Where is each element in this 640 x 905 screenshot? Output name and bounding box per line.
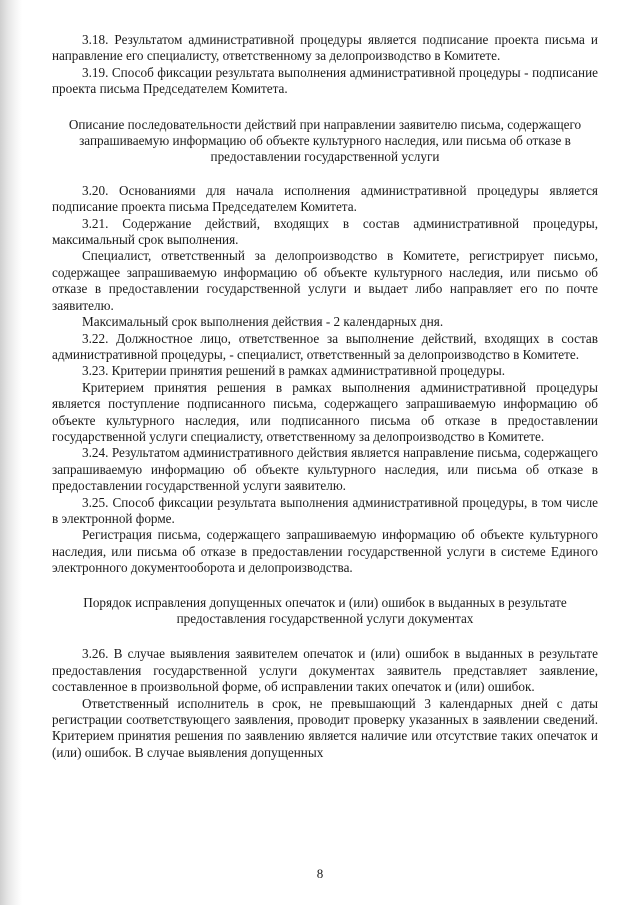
paragraph-3-24: 3.24. Результатом административного действия является направление письма, содержащего запрашиваемую информацию об объекте культурного наследия, или письма об отказе в предоставлении государственной услуги заявителю. [52, 445, 598, 494]
paragraph-3-21: 3.21. Содержание действий, входящих в состав административной процедуры, максимальный срок выполнения. [52, 215, 598, 248]
paragraph-responsible-executor: Ответственный исполнитель в срок, не превышающий 3 календарных дней с даты регистрации соответствующего заявления, проводит проверку указанных в заявлении сведений. Критерием принятия решения по заявлению является наличие или отсутствие таких опечаток и (или) ошибок. В случае выявления допущенных [52, 695, 598, 760]
paragraph-3-20: 3.20. Основаниями для начала исполнения административной процедуры является подписание проекта письма Председателем Комитета. [52, 182, 598, 215]
paragraph-decision-criterion: Критерием принятия решения в рамках выполнения административной процедуры является поступление подписанного письма, содержащего запрашиваемую информацию об объекте культурного наследия, или подписанного письма об отказе в предоставлении государственной услуги специалисту, ответственному за делопроизводство в Комитете. [52, 379, 598, 444]
paragraph-registration: Регистрация письма, содержащего запрашиваемую информацию об объекте культурного наследия, или письма об отказе в предоставлении государственной услуги в системе Единого электронного документооборота и делопроизводства. [52, 527, 598, 576]
paragraph-specialist-registers: Специалист, ответственный за делопроизводство в Комитете, регистрирует письмо, содержащее запрашиваемую информацию об объекте культурного наследия, или письмо об отказе в предоставлении государственной услуги и выдает либо направляет его по почте заявителю. [52, 248, 598, 313]
paragraph-3-19: 3.19. Способ фиксации результата выполнения административной процедуры - подписание проекта письма Председателем Комитета. [52, 64, 598, 97]
section-heading-error-correction: Порядок исправления допущенных опечаток и (или) ошибок в выданных в результате предоставления государственной услуги документах [83, 594, 567, 626]
document-page [52, 32, 598, 761]
paragraph-3-18: 3.18. Результатом административной процедуры является подписание проекта письма и направление его специалисту, ответственному за делопроизводство в Комитете. [52, 32, 598, 64]
scan-edge-shadow [0, 0, 22, 905]
paragraph-max-duration: Максимальный срок выполнения действия - 2 календарных дня. [82, 314, 444, 330]
paragraph-3-23: 3.23. Критерии принятия решений в рамках административной процедуры. [82, 363, 505, 379]
section-heading-letter-sending: Описание последовательности действий при направлении заявителю письма, содержащего запрашиваемую информацию об объекте культурного наследия, или письма об отказе в предоставлении государственной услуги [68, 116, 582, 165]
paragraph-3-25: 3.25. Способ фиксации результата выполнения административной процедуры, в том числе в электронной форме. [52, 494, 598, 526]
paragraph-3-26: 3.26. В случае выявления заявителем опечаток и (или) ошибок в выданных в результате предоставления государственной услуги документах заявитель представляет заявление, составленное в произвольной форме, об исправлении таких опечаток и (или) ошибок. [52, 646, 598, 695]
page-number: 8 [316, 866, 324, 881]
paragraph-3-22: 3.22. Должностное лицо, ответственное за выполнение действий, входящих в состав административной процедуры, - специалист, ответственный за делопроизводство в Комитете. [52, 330, 598, 362]
